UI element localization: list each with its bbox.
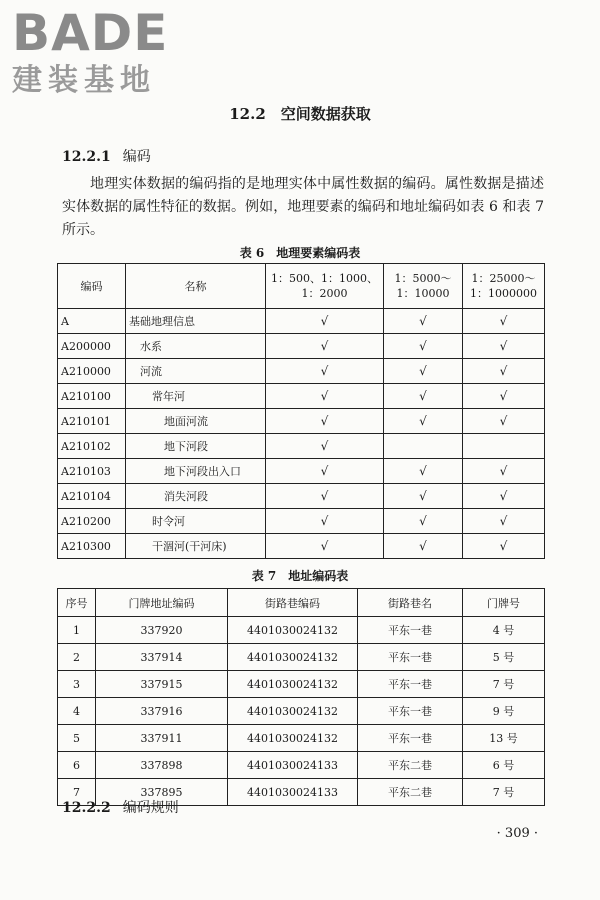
subsection-number: 12.2.2 xyxy=(62,800,111,816)
street-name-cell: 平东一巷 xyxy=(358,725,463,752)
door-address-code-cell: 337915 xyxy=(96,671,228,698)
table6-row xyxy=(58,509,545,534)
street-code-cell: 4401030024132 xyxy=(228,698,358,725)
feature-code-cell: A210300 xyxy=(58,534,126,559)
scale-check-cell: √ xyxy=(266,434,384,459)
seq-cell: 2 xyxy=(58,644,96,671)
scale-check-cell: √ xyxy=(463,459,545,484)
feature-code-cell: A210104 xyxy=(58,484,126,509)
feature-code-cell: A210100 xyxy=(58,384,126,409)
scale-check-cell: √ xyxy=(384,334,463,359)
street-name-cell: 平东二巷 xyxy=(358,752,463,779)
scale-check-cell: √ xyxy=(266,484,384,509)
scale-check-cell: √ xyxy=(463,484,545,509)
feature-code-cell: A210102 xyxy=(58,434,126,459)
street-code-cell: 4401030024133 xyxy=(228,752,358,779)
table6-header: 1：500、1：1000、1：2000 xyxy=(266,264,384,309)
feature-name-cell: 地下河段 xyxy=(126,434,266,459)
table6-row xyxy=(58,384,545,409)
scale-check-cell: √ xyxy=(463,384,545,409)
scale-check-cell: √ xyxy=(266,384,384,409)
feature-code-cell: A200000 xyxy=(58,334,126,359)
scale-check-cell: √ xyxy=(266,459,384,484)
feature-code-cell: A210101 xyxy=(58,409,126,434)
logo-brand: BADE xyxy=(12,4,169,62)
table7-caption: 表 7 地址编码表 xyxy=(251,569,349,583)
scale-check-cell: √ xyxy=(384,309,463,334)
scale-check-cell: √ xyxy=(266,359,384,384)
seq-cell: 4 xyxy=(58,698,96,725)
scale-check-cell: √ xyxy=(384,534,463,559)
feature-name-cell: 地面河流 xyxy=(126,409,266,434)
scale-check-cell xyxy=(463,434,545,459)
feature-code-cell: A210103 xyxy=(58,459,126,484)
subsection-heading-coding-rules xyxy=(62,797,179,817)
scale-check-cell: √ xyxy=(384,384,463,409)
table7-header: 序号 xyxy=(58,589,96,617)
table7-header: 门牌号 xyxy=(463,589,545,617)
table6-row xyxy=(58,459,545,484)
street-name-cell: 平东二巷 xyxy=(358,779,463,806)
scale-check-cell: √ xyxy=(266,409,384,434)
table7-row xyxy=(58,752,545,779)
table7-row xyxy=(58,698,545,725)
scale-check-cell: √ xyxy=(266,334,384,359)
table6-row xyxy=(58,409,545,434)
feature-code-cell: A210000 xyxy=(58,359,126,384)
table6-row xyxy=(58,484,545,509)
table6-header: 1：25000～1：1000000 xyxy=(463,264,545,309)
seq-cell: 6 xyxy=(58,752,96,779)
table7-header: 街路巷编码 xyxy=(228,589,358,617)
scale-check-cell: √ xyxy=(463,534,545,559)
scale-check-cell: √ xyxy=(266,309,384,334)
table6-row xyxy=(58,334,545,359)
scale-check-cell: √ xyxy=(463,409,545,434)
street-code-cell: 4401030024132 xyxy=(228,644,358,671)
table6-caption: 表 6 地理要素编码表 xyxy=(239,246,361,260)
feature-name-cell: 水系 xyxy=(126,334,266,359)
scale-check-cell: √ xyxy=(384,484,463,509)
scale-check-cell: √ xyxy=(384,509,463,534)
scale-check-cell: √ xyxy=(384,409,463,434)
door-number-cell: 7 号 xyxy=(463,779,545,806)
scale-check-cell: √ xyxy=(463,359,545,384)
table7-row xyxy=(58,617,545,644)
door-number-cell: 7 号 xyxy=(463,671,545,698)
scale-check-cell: √ xyxy=(463,309,545,334)
table6-row xyxy=(58,359,545,384)
seq-cell: 7 xyxy=(58,779,96,806)
street-code-cell: 4401030024133 xyxy=(228,779,358,806)
feature-name-cell: 消失河段 xyxy=(126,484,266,509)
table6-header: 1：5000～1：10000 xyxy=(384,264,463,309)
table6-row xyxy=(58,434,545,459)
door-address-code-cell: 337911 xyxy=(96,725,228,752)
page-number: · 309 · xyxy=(496,826,538,841)
door-number-cell: 4 号 xyxy=(463,617,545,644)
geo-feature-code-table xyxy=(57,263,545,559)
street-code-cell: 4401030024132 xyxy=(228,725,358,752)
scale-check-cell xyxy=(384,434,463,459)
seq-cell: 3 xyxy=(58,671,96,698)
table6-row xyxy=(58,534,545,559)
body-paragraph: 地理实体数据的编码指的是地理实体中属性数据的编码。属性数据是描述实体数据的属性特征的数据。例如，地理要素的编码和地址编码如表 6 和表 7 所示。 xyxy=(62,176,544,238)
table7-header: 街路巷名 xyxy=(358,589,463,617)
door-address-code-cell: 337898 xyxy=(96,752,228,779)
logo-subtitle: 建装基地 xyxy=(12,63,156,98)
feature-name-cell: 基础地理信息 xyxy=(126,309,266,334)
address-code-table xyxy=(57,588,545,806)
table6-header: 编码 xyxy=(58,264,126,309)
door-number-cell: 9 号 xyxy=(463,698,545,725)
section-title: 12.2 空间数据获取 xyxy=(229,105,371,123)
door-address-code-cell: 337895 xyxy=(96,779,228,806)
scale-check-cell: √ xyxy=(463,509,545,534)
street-code-cell: 4401030024132 xyxy=(228,671,358,698)
scale-check-cell: √ xyxy=(266,509,384,534)
table7-header-row xyxy=(58,589,545,617)
feature-code-cell: A xyxy=(58,309,126,334)
subsection-title: 编码规则 xyxy=(122,800,179,816)
feature-name-cell: 干涸河(干河床) xyxy=(126,534,266,559)
seq-cell: 1 xyxy=(58,617,96,644)
scale-check-cell: √ xyxy=(266,534,384,559)
table7-row xyxy=(58,725,545,752)
door-address-code-cell: 337916 xyxy=(96,698,228,725)
street-name-cell: 平东一巷 xyxy=(358,671,463,698)
table7-row xyxy=(58,671,545,698)
door-address-code-cell: 337920 xyxy=(96,617,228,644)
feature-code-cell: A210200 xyxy=(58,509,126,534)
bade-logo xyxy=(12,4,182,98)
street-code-cell: 4401030024132 xyxy=(228,617,358,644)
scale-check-cell: √ xyxy=(384,459,463,484)
table7-header: 门牌地址编码 xyxy=(96,589,228,617)
subsection-number: 12.2.1 xyxy=(62,149,111,165)
subsection-title: 编码 xyxy=(122,149,151,165)
seq-cell: 5 xyxy=(58,725,96,752)
feature-name-cell: 时令河 xyxy=(126,509,266,534)
feature-name-cell: 常年河 xyxy=(126,384,266,409)
table7-row xyxy=(58,644,545,671)
table6-header-row xyxy=(58,264,545,309)
subsection-heading-coding xyxy=(62,146,151,166)
street-name-cell: 平东一巷 xyxy=(358,617,463,644)
scale-check-cell: √ xyxy=(384,359,463,384)
scale-check-cell: √ xyxy=(463,334,545,359)
table6-header: 名称 xyxy=(126,264,266,309)
door-number-cell: 5 号 xyxy=(463,644,545,671)
street-name-cell: 平东一巷 xyxy=(358,644,463,671)
door-number-cell: 6 号 xyxy=(463,752,545,779)
door-number-cell: 13 号 xyxy=(463,725,545,752)
feature-name-cell: 地下河段出入口 xyxy=(126,459,266,484)
table6-row xyxy=(58,309,545,334)
street-name-cell: 平东一巷 xyxy=(358,698,463,725)
feature-name-cell: 河流 xyxy=(126,359,266,384)
door-address-code-cell: 337914 xyxy=(96,644,228,671)
